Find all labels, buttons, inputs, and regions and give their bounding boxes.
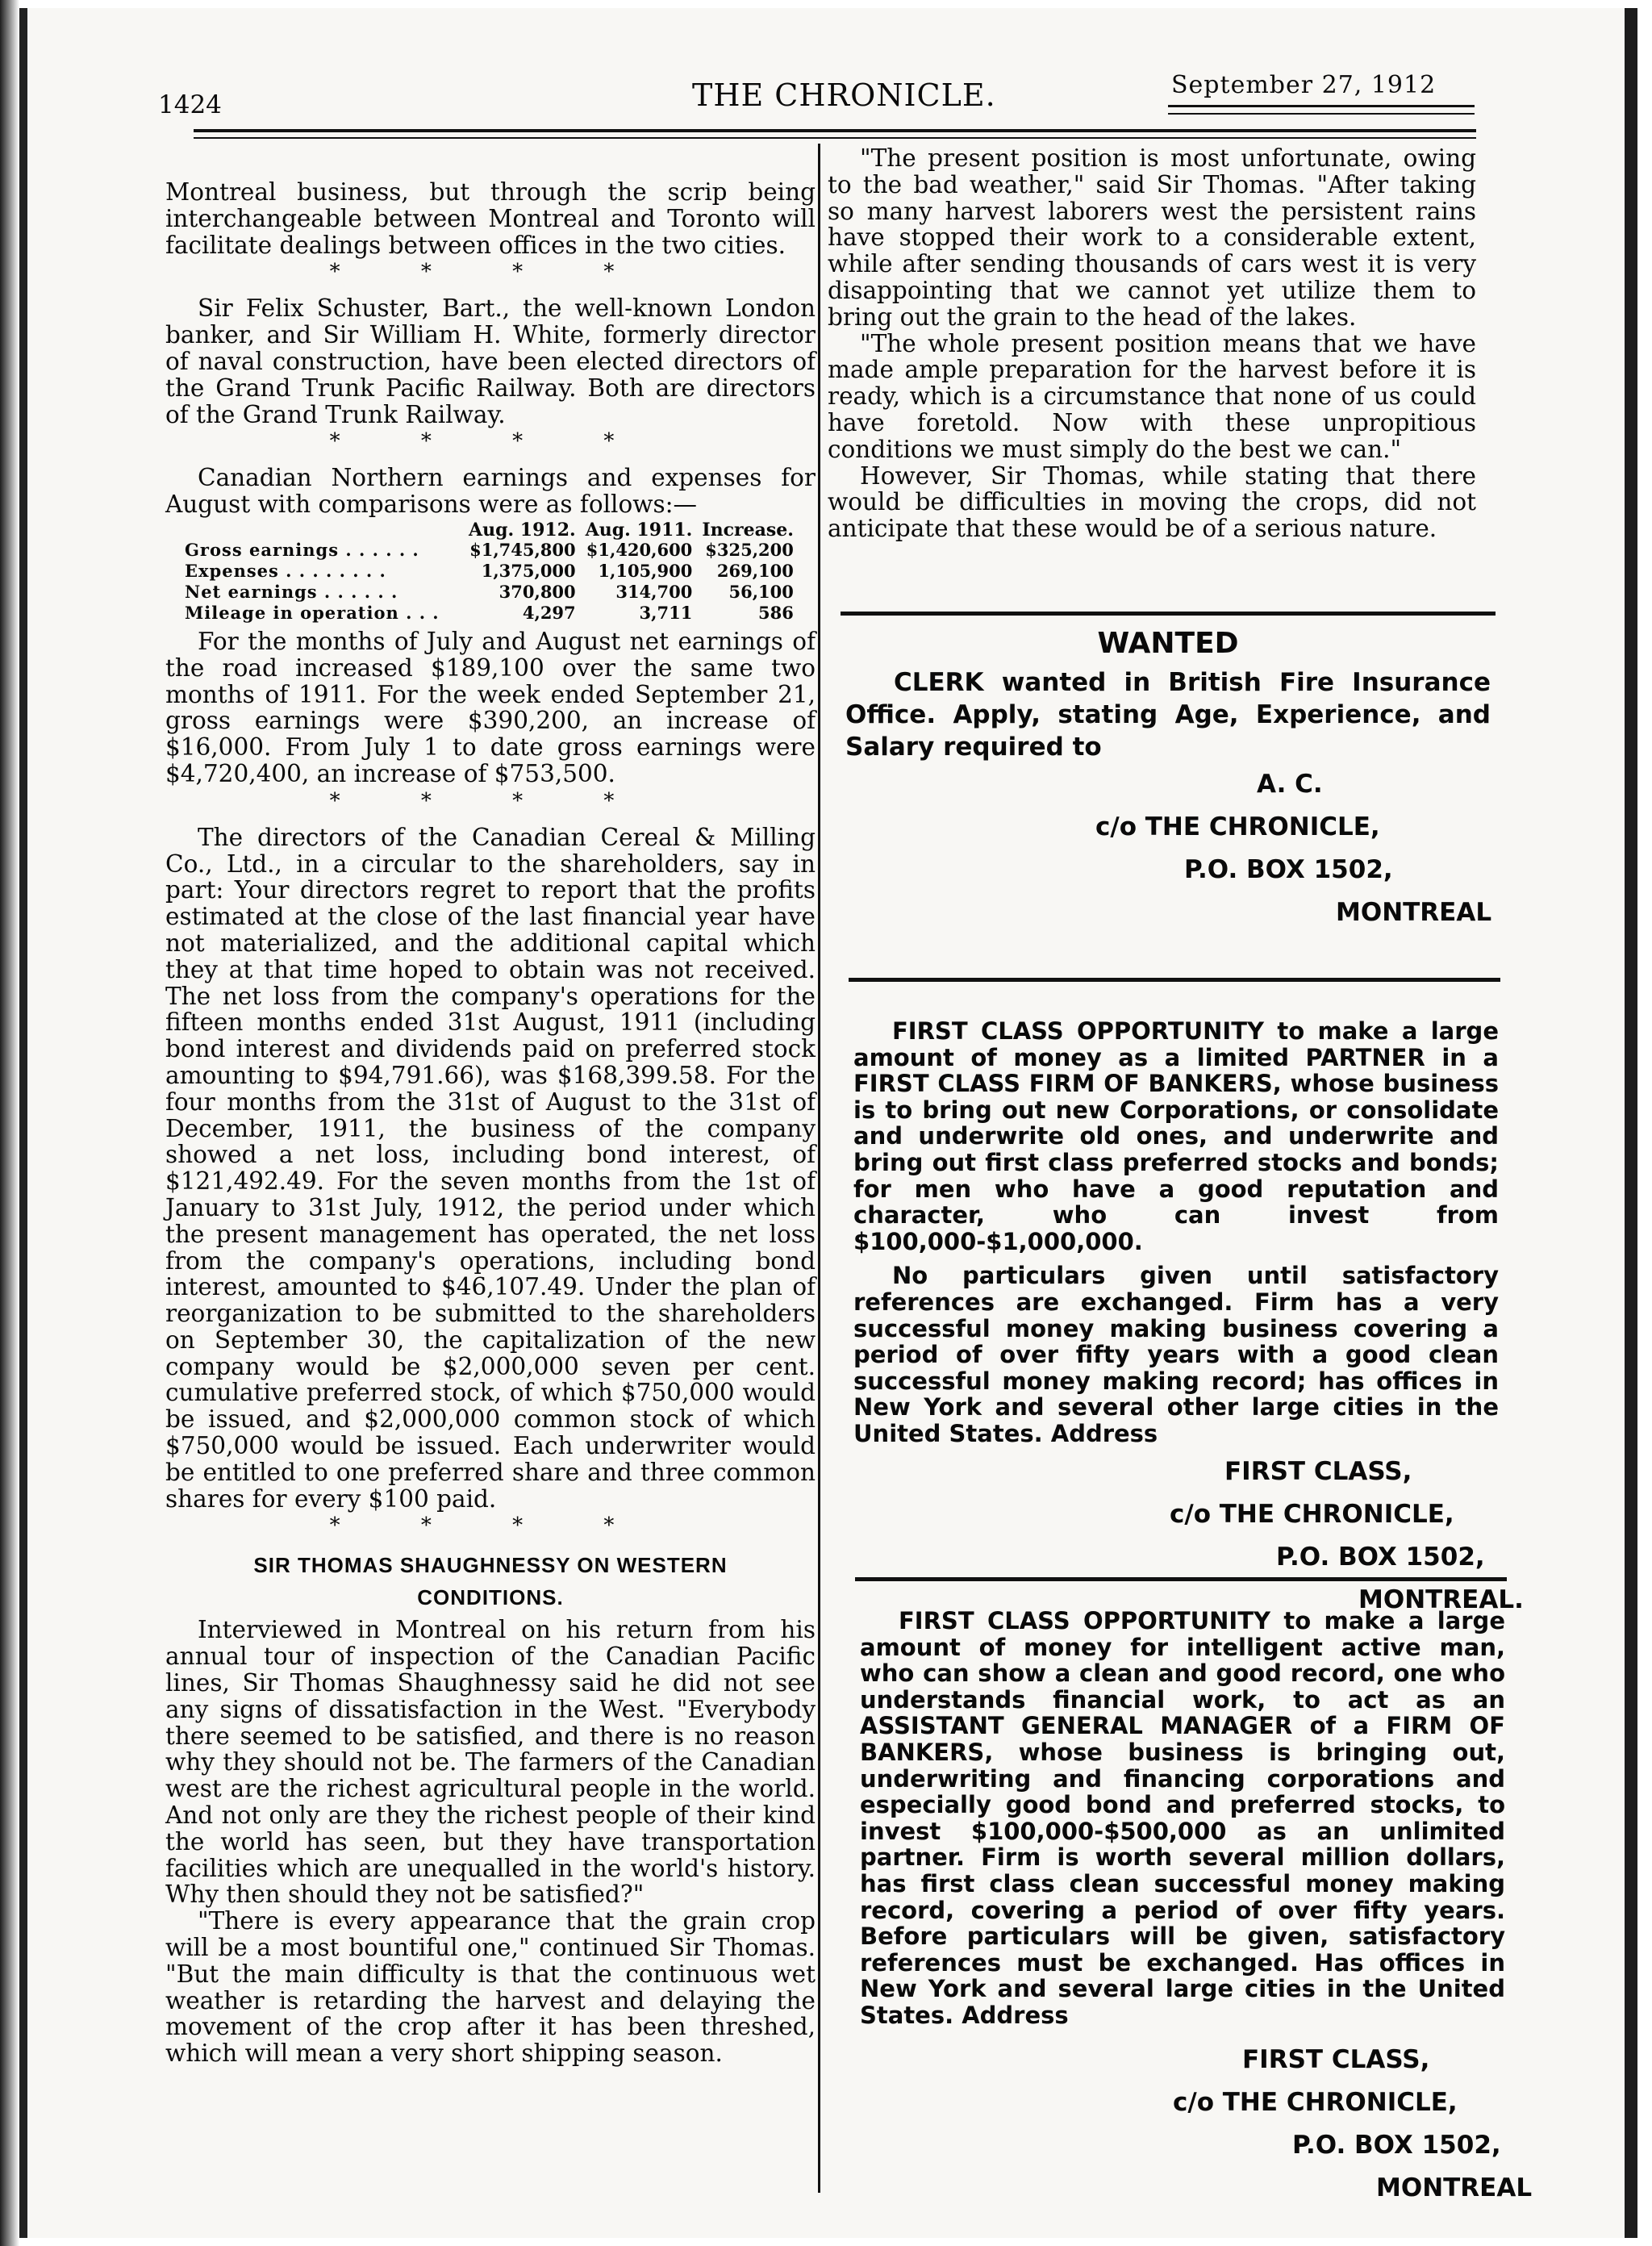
- section-separator: * * * *: [329, 429, 652, 454]
- masthead: THE CHRONICLE.: [692, 77, 996, 113]
- table-row: [180, 582, 799, 603]
- wanted-ad: [845, 621, 1491, 934]
- article-paragraph: "The whole present position means that we have made ample preparation for the harvest before it is ready, which is a circumstance that none of us could have foretold. Now with these unpropitious conditions we must simply do the best we can.": [828, 329, 1476, 463]
- cell-1912: 1,375,000: [481, 560, 576, 581]
- ad-address-line: FIRST CLASS,: [1242, 2044, 1430, 2074]
- row-label: Gross earnings . . . . . .: [185, 539, 419, 560]
- section-separator: * * * *: [329, 260, 652, 285]
- ad-body: FIRST CLASS OPPORTUNITY to make a large amount of money for intelligent active man, who can show a clean and good record, one who understands financial work, to act as an ASSISTANT GENERAL MANAGER of a FIRM OF BANKERS, whose business is bringing out, underwriting and financing corporations and especially good bond and preferred stocks, to invest $100,000-$500,000 as an unlimited partner. Firm is worth several million dollars, has first class clean successful money making record, covering a period of over fifty years. Before particulars will be given, satisfactory references must be exchanged. Has offices in New York and several large cities in the United States. Address: [860, 1607, 1505, 2029]
- article-paragraph: Montreal business, but through the scrip being interchangeable between Montreal and Toronto will facilitate dealings between offices in the two cities.: [165, 178, 816, 259]
- table-header: Aug. 1911.: [585, 519, 693, 541]
- cell-increase: 586: [758, 602, 794, 623]
- article-paragraph: "There is every appearance that the grain crop will be a most bountiful one," continued Sir Thomas. "But the main difficulty is that the continuous wet weather is retarding the harvest and delaying the movement of the crop after it has been threshed, which will mean a very short shipping season.: [165, 1907, 816, 2068]
- heading-line: CONDITIONS.: [417, 1585, 564, 1610]
- ad-address-line: c/o THE CHRONICLE,: [1095, 812, 1380, 841]
- ad-address-line: P.O. BOX 1502,: [1276, 1542, 1485, 1572]
- section-separator: * * * *: [329, 788, 652, 813]
- heading-line: SIR THOMAS SHAUGHNESSY ON WESTERN: [253, 1553, 728, 1578]
- table-header: [180, 521, 464, 540]
- row-label: Net earnings . . . . . .: [185, 581, 398, 602]
- ad-title: WANTED: [1097, 627, 1239, 660]
- cell-1911: 3,711: [639, 602, 693, 623]
- header-rule: [1168, 105, 1475, 107]
- ad-address-line: MONTREAL: [1376, 2173, 1533, 2202]
- scan-edge: [0, 0, 19, 2246]
- manager-ad: [860, 1607, 1533, 2210]
- ad-body: FIRST CLASS OPPORTUNITY to make a large amount of money as a limited PARTNER in a FIRST CLASS FIRM OF BANKERS, whose business is to bring out new Corporations, or consolidate and underwrite old ones, and underwrite and bring out first class preferred stocks and bonds; for men who have a good reputation and character, who can invest from $100,000-$1,000,000.: [853, 1017, 1499, 1255]
- right-column: [828, 145, 1476, 542]
- ad-address-line: MONTREAL.: [1358, 1584, 1524, 1614]
- cell-1912: $1,745,800: [469, 539, 576, 560]
- cell-1911: 314,700: [615, 581, 693, 602]
- issue-date: September 27, 1912: [1171, 71, 1437, 99]
- cell-increase: 56,100: [728, 581, 794, 602]
- article-paragraph: For the months of July and August net earnings of the road increased $189,100 over the same two months of 1911. For the week ended September 21, gross earnings were $390,200, an increase of $16,000. From July 1 to date gross earnings were $4,720,400, an increase of $753,500.: [165, 627, 816, 787]
- article-paragraph: Canadian Northern earnings and expenses for August with comparisons were as follows:—: [165, 464, 816, 519]
- ad-body: CLERK wanted in British Fire Insurance Office. Apply, stating Age, Experience, and Salary required to: [845, 668, 1491, 762]
- article-paragraph: Interviewed in Montreal on his return from his annual tour of inspection of the Canadian Pacific lines, Sir Thomas Shaughnessy said he did not see any signs of dissatisfaction in the West. "Everybody there seemed to be satisfied, and there is no reason why they should not be. The farmers of the Canadian west are the richest agricultural people in the world. And not only are they the richest people of their kind the world has seen, but they have transportation facilities which are unequalled in the world's history. Why then should they not be satisfied?": [165, 1616, 816, 1909]
- cell-1911: 1,105,900: [598, 560, 693, 581]
- left-column: [165, 179, 816, 2067]
- row-label: Mileage in operation . . .: [185, 602, 440, 623]
- ad-address-line: P.O. BOX 1502,: [1184, 855, 1393, 884]
- cell-1912: 4,297: [522, 602, 576, 623]
- cell-1911: $1,420,600: [586, 539, 693, 560]
- ad-rule: [841, 612, 1496, 616]
- column-divider: [818, 144, 820, 2193]
- row-label: Expenses . . . . . . . .: [185, 560, 386, 581]
- table-row: [180, 540, 799, 561]
- page-number: 1424: [158, 90, 222, 119]
- ad-address-line: A. C.: [1257, 770, 1323, 799]
- article-paragraph: However, Sir Thomas, while stating that there would be difficulties in moving the crops, did not anticipate that these would be of a serious nature.: [828, 461, 1476, 543]
- article-paragraph: "The present position is most unfortunate, owing to the bad weather," said Sir Thomas. "After taking so many harvest laborers west the persistent rains have stopped their work to a considerable extent, while after sending thousands of cars west it is very disappointing that we cannot yet utilize them to bring out the grain to the head of the lakes.: [828, 144, 1476, 331]
- table-header: Increase.: [702, 519, 794, 541]
- ad-address-line: c/o THE CHRONICLE,: [1173, 2087, 1458, 2117]
- ad-address-line: FIRST CLASS,: [1224, 1456, 1412, 1486]
- article-paragraph: The directors of the Canadian Cereal & Milling Co., Ltd., in a circular to the shareholders, say in part: Your directors regret to report that the profits estimated at the close of the last financial year have not materialized, and the additional capital which they at that time hoped to obtain was not received. The net loss from the company's operations for the fifteen months ended 31st August, 1911 (including bond interest and dividends paid on preferred stock amounting to $94,791.66), was $168,399.58. For the four months from the 31st of August to the 31st of December, 1911, the business of the company showed a net loss, including bond interest, of $121,492.49. For the seven months from the 1st of January to 31st July, 1912, the period under which the present management has operated, the net loss from the company's operations, including bond interest, amounted to $46,107.49. Under the plan of reorganization to be submitted to the shareholders on September 30, the capitalization of the new company would be $2,000,000 seven per cent. cumulative preferred stock, of which $750,000 would be issued, and $2,000,000 common stock of which $750,000 would be issued. Each underwriter would be entitled to one preferred share and three common shares for every $100 paid.: [165, 823, 816, 1513]
- cell-increase: $325,200: [705, 539, 794, 560]
- section-separator: * * * *: [329, 1513, 652, 1538]
- ad-body: No particulars given until satisfactory references are exchanged. Firm has a very successful money making business covering a period of over fifty years with a good clean successful money making record; has offices in New York and several other large cities in the United States. Address: [853, 1262, 1499, 1447]
- cell-increase: 269,100: [716, 560, 794, 581]
- partner-ad: [853, 1017, 1524, 1622]
- cell-1912: 370,800: [499, 581, 576, 602]
- header-rule: [1168, 113, 1475, 115]
- ad-address-line: P.O. BOX 1502,: [1292, 2130, 1501, 2160]
- article-paragraph: Sir Felix Schuster, Bart., the well-known London banker, and Sir William H. White, formerly director of naval construction, have been elected directors of the Grand Trunk Pacific Railway. Both are directors of the Grand Trunk Railway.: [165, 294, 816, 428]
- header-rule: [194, 129, 1476, 132]
- table-row: [180, 603, 799, 624]
- ad-rule: [855, 1577, 1507, 1581]
- ad-address-line: MONTREAL: [1336, 898, 1492, 927]
- header-rule: [194, 137, 1476, 139]
- ad-address-line: c/o THE CHRONICLE,: [1170, 1499, 1454, 1529]
- article-heading: [165, 1549, 816, 1614]
- table-header: Aug. 1912.: [469, 519, 576, 541]
- table-row: [180, 561, 799, 582]
- earnings-table: [180, 521, 799, 624]
- ad-rule: [849, 978, 1500, 982]
